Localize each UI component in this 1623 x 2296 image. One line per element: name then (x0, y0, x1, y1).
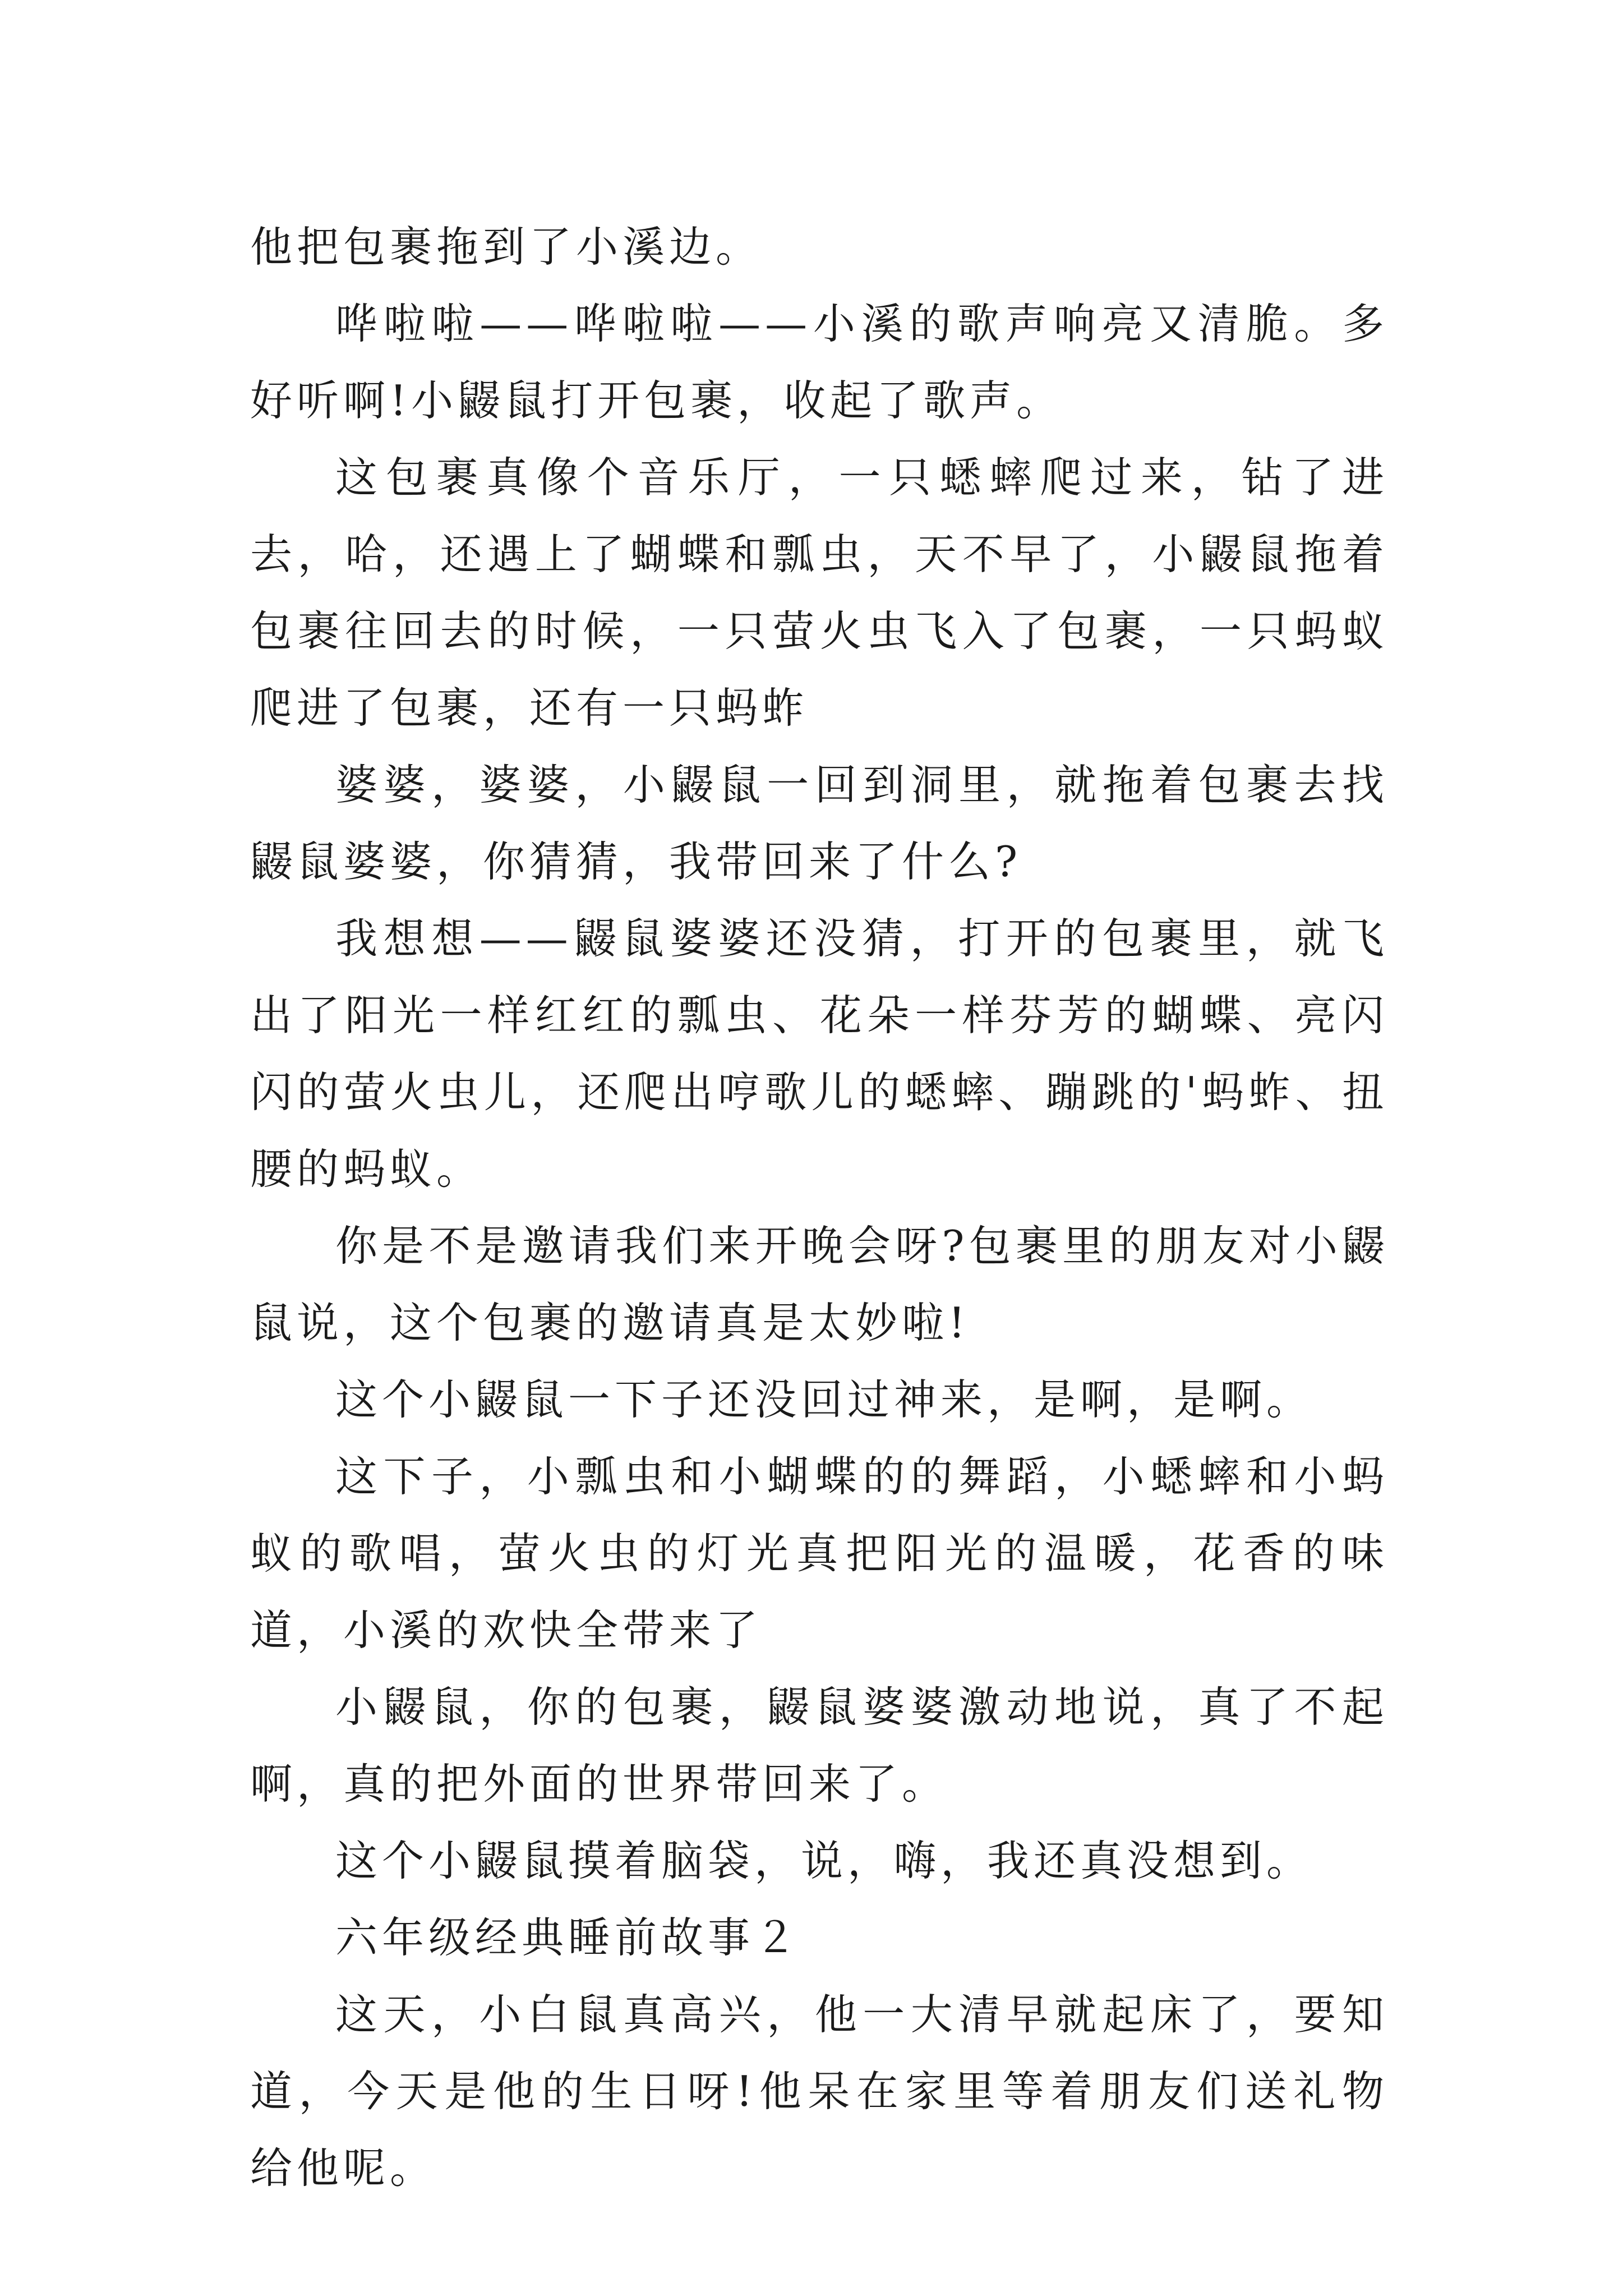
paragraph-1: 他把包裹拖到了小溪边。 (250, 222, 763, 272)
paragraph-9: 小鼹鼠，你的包裹，鼹鼠婆婆激动地说，真了不起啊，真的把外面的世界带回来了。 (250, 1682, 1389, 1809)
section-heading: 六年级经典睡前故事２ (335, 1913, 801, 1962)
paragraph-11: 这天，小白鼠真高兴，他一大清早就起床了，要知道，今天是他的生日呀!他呆在家里等着朋友们送礼物给他呢。 (250, 1990, 1389, 2193)
paragraph-4: 婆婆，婆婆，小鼹鼠一回到洞里，就拖着包裹去找鼹鼠婆婆，你猜猜，我带回来了什么? (250, 760, 1389, 886)
paragraph-8: 这下子，小瓢虫和小蝴蝶的的舞蹈，小蟋蟀和小蚂蚁的歌唱，萤火虫的灯光真把阳光的温暖，花香的味道，小溪的欢快全带来了 (250, 1452, 1389, 1655)
paragraph-5: 我想想——鼹鼠婆婆还没猜，打开的包裹里，就飞出了阳光一样红红的瓢虫、花朵一样芬芳的蝴蝶、亮闪闪的萤火虫儿，还爬出哼歌儿的蟋蟀、蹦跳的'蚂蚱、扭腰的蚂蚁。 (250, 914, 1389, 1194)
document-body (250, 209, 1389, 2207)
paragraph-7: 这个小鼹鼠一下子还没回过神来，是啊，是啊。 (335, 1375, 1313, 1424)
paragraph-3: 这包裹真像个音乐厅，一只蟋蟀爬过来，钻了进去，哈，还遇上了蝴蝶和瓢虫，天不早了，小鼹鼠拖着包裹往回去的时候，一只萤火虫飞入了包裹，一只蚂蚁爬进了包裹，还有一只蚂蚱 (250, 453, 1389, 733)
paragraph-6: 你是不是邀请我们来开晚会呀?包裹里的朋友对小鼹鼠说，这个包裹的邀请真是太妙啦! (250, 1221, 1389, 1347)
paragraph-10: 这个小鼹鼠摸着脑袋，说，嗨，我还真没想到。 (335, 1836, 1313, 1885)
paragraph-2: 哗啦啦——哗啦啦——小溪的歌声响亮又清脆。多好听啊!小鼹鼠打开包裹，收起了歌声。 (250, 299, 1389, 425)
